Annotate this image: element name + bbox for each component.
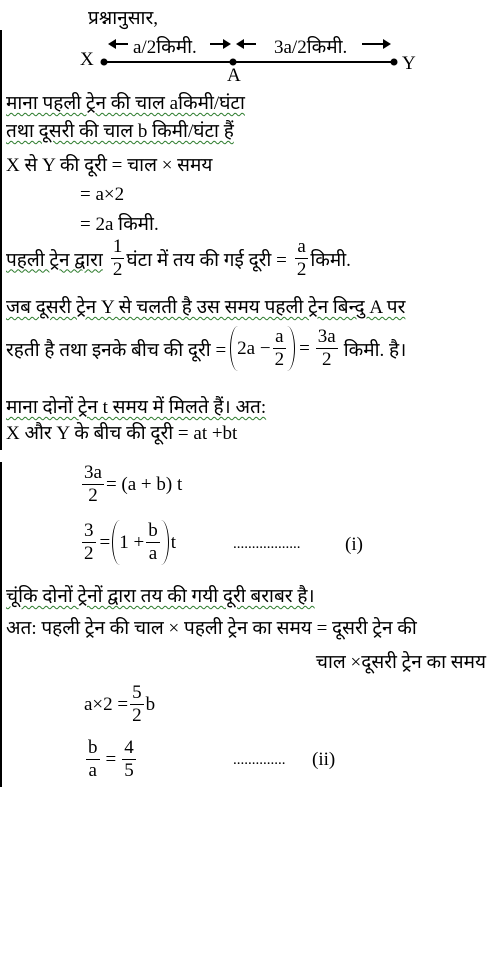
equation-i-dots: .................. bbox=[233, 536, 301, 552]
equation-i-tag: (i) bbox=[345, 534, 363, 555]
paren-group bbox=[112, 520, 168, 565]
fraction-3-over-2 bbox=[82, 520, 96, 565]
fraction-b-over-a bbox=[86, 737, 100, 782]
numerator: b bbox=[148, 520, 158, 541]
line-distance-formula: X से Y की दूरी = चाल × समय bbox=[6, 155, 213, 176]
denominator: 2 bbox=[112, 259, 123, 280]
numerator: 5 bbox=[132, 682, 142, 703]
line-meet-time: माना दोनों ट्रेन t समय में मिलते हैं। अत: bbox=[6, 397, 267, 418]
line-2a-km: = 2a किमी. bbox=[80, 214, 159, 235]
equation-ii-tag: (ii) bbox=[312, 749, 336, 770]
paren-group bbox=[230, 326, 295, 371]
text: किमी. है। bbox=[343, 339, 407, 361]
line-total-distance: X और Y के बीच की दूरी = at +bt bbox=[6, 423, 238, 444]
fraction-one-half bbox=[111, 236, 125, 281]
margin-bar-top bbox=[0, 30, 2, 450]
denominator: a bbox=[148, 543, 158, 564]
line-a-times-2: = a×2 bbox=[80, 184, 125, 205]
segment-ay-label: 3a/2किमी. bbox=[274, 37, 348, 58]
diagram-lines bbox=[0, 0, 494, 90]
denominator: 2 bbox=[132, 705, 142, 726]
line-gap-distance bbox=[6, 326, 406, 371]
fraction-b-over-a bbox=[146, 520, 160, 565]
text: घंटा में तय की गई दूरी = bbox=[126, 249, 287, 271]
denominator: 2 bbox=[274, 349, 285, 370]
text: a×2 = bbox=[84, 693, 129, 715]
numerator: 3 bbox=[84, 520, 94, 541]
text: 2a − bbox=[237, 337, 271, 359]
equation-ii-dots: .............. bbox=[233, 752, 286, 768]
fraction-a-over-2 bbox=[273, 326, 287, 371]
fraction-3a-over-2 bbox=[82, 462, 104, 507]
segment-xa-label: a/2किमी. bbox=[133, 37, 197, 58]
equation-1 bbox=[80, 462, 182, 507]
text: = bbox=[299, 337, 310, 359]
fraction-3a-over-2 bbox=[316, 326, 338, 371]
numerator: 1 bbox=[112, 236, 123, 257]
line-speed-time-relation: अत: पहली ट्रेन की चाल × पहली ट्रेन का समय = दूसरी ट्रेन की bbox=[6, 618, 417, 639]
line-speed-b: तथा दूसरी की चाल b किमी/घंटा हैं bbox=[6, 121, 234, 142]
denominator: 2 bbox=[296, 259, 307, 280]
text: = bbox=[105, 748, 117, 770]
heading: प्रश्नानुसार, bbox=[88, 8, 158, 29]
text: = bbox=[99, 531, 111, 553]
text: b bbox=[145, 693, 156, 715]
denominator: 2 bbox=[88, 485, 98, 506]
equation-3 bbox=[84, 682, 155, 727]
text: रहती है तथा इनके बीच की दूरी = bbox=[6, 339, 227, 361]
denominator: a bbox=[88, 760, 97, 781]
equation-i bbox=[80, 520, 176, 565]
text: = (a + b) t bbox=[105, 473, 183, 495]
numerator: a bbox=[295, 236, 309, 259]
point-a-label: A bbox=[227, 65, 241, 86]
text: किमी. bbox=[310, 249, 351, 271]
text: 1 + bbox=[119, 531, 145, 553]
equation-ii bbox=[84, 737, 138, 782]
line-second-train-start: जब दूसरी ट्रेन Y से चलती है उस समय पहली ट्रेन बिन्दु A पर bbox=[6, 297, 406, 318]
fraction-a-half bbox=[295, 236, 309, 281]
fraction-5-over-2 bbox=[130, 682, 144, 727]
numerator: a bbox=[273, 326, 287, 349]
fraction-4-over-5 bbox=[122, 737, 136, 782]
numerator: b bbox=[88, 737, 98, 758]
numerator: 3a bbox=[84, 462, 102, 483]
point-x-label: X bbox=[80, 49, 94, 70]
text: पहली ट्रेन द्वारा bbox=[6, 249, 103, 271]
denominator: 5 bbox=[124, 760, 134, 781]
line-speed-time-relation-cont: चाल ×दूसरी ट्रेन का समय bbox=[315, 652, 486, 673]
numerator: 4 bbox=[124, 737, 134, 758]
numerator: 3a bbox=[317, 326, 336, 347]
point-y-label: Y bbox=[402, 53, 416, 74]
line-first-train-half-hour bbox=[6, 236, 351, 281]
line-equal-distance: चूंकि दोनों ट्रेनों द्वारा तय की गयी दूरी बराबर है। bbox=[6, 586, 315, 607]
margin-bar-bottom bbox=[0, 462, 2, 787]
denominator: 2 bbox=[322, 349, 332, 370]
denominator: 2 bbox=[84, 543, 94, 564]
text: t bbox=[170, 531, 176, 553]
line-speed-a: माना पहली ट्रेन की चाल aकिमी/घंटा bbox=[6, 93, 245, 114]
